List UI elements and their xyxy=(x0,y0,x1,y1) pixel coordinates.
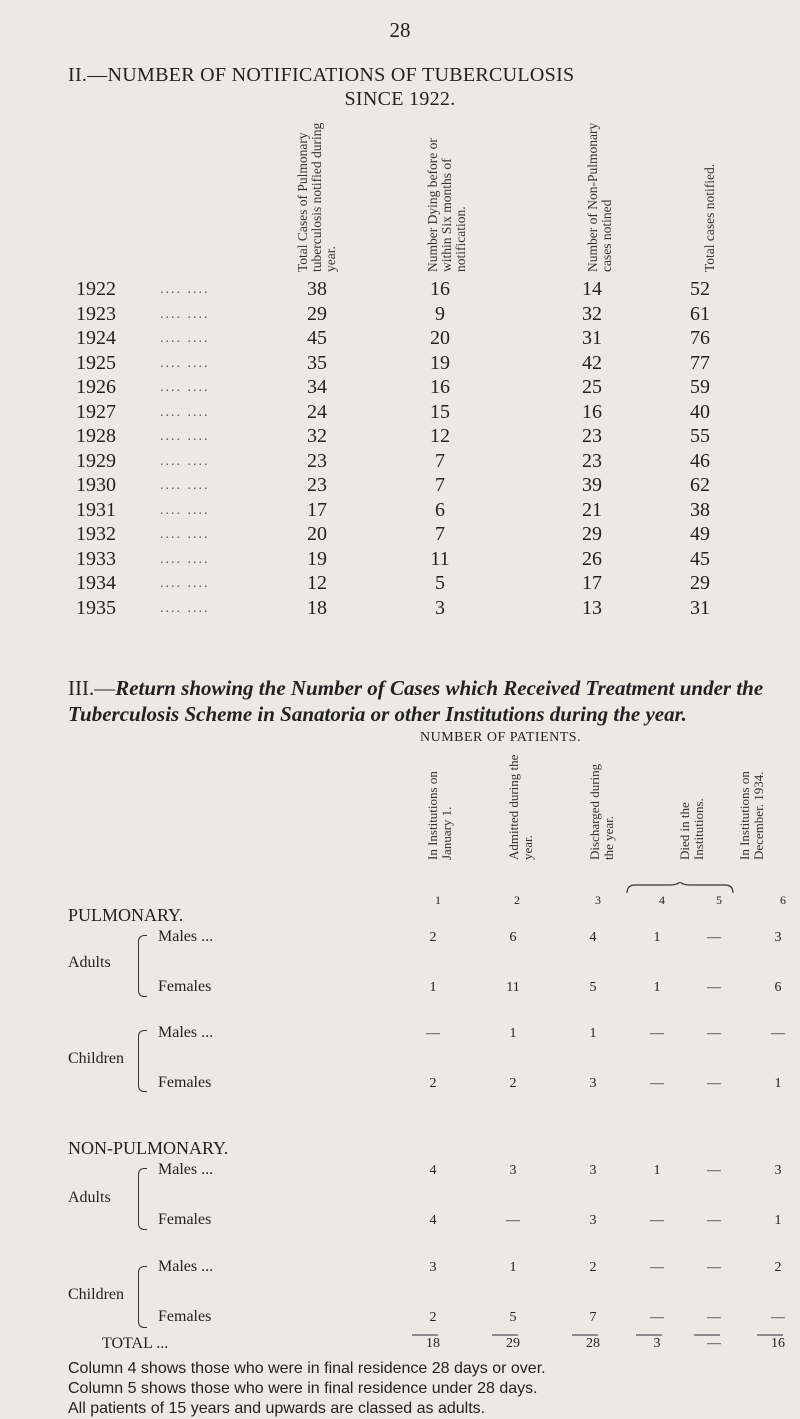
value-cell: — xyxy=(771,1310,785,1325)
value-cell: 31 xyxy=(690,596,710,619)
value-cell: 12 xyxy=(307,572,327,594)
section-pulmonary: PULMONARY. xyxy=(68,905,184,925)
value-cell: 29 xyxy=(582,523,602,545)
value-cell: 16 xyxy=(430,376,450,398)
value-cell: 26 xyxy=(582,547,602,570)
leader-dots: .... .... xyxy=(160,600,210,616)
row-label: Females xyxy=(158,978,212,995)
table2-header-total: Total cases notified. xyxy=(702,163,717,272)
leader-dots: .... .... xyxy=(160,306,210,322)
row-label: Males ... xyxy=(158,928,214,945)
value-cell: 32 xyxy=(307,425,327,447)
total-label: TOTAL ... xyxy=(102,1335,169,1352)
table3-header-died: Died in the Institutions. xyxy=(677,798,706,860)
value-cell: 39 xyxy=(582,474,602,496)
value-cell: 55 xyxy=(690,425,710,447)
value-cell: 32 xyxy=(582,302,602,325)
value-cell: — xyxy=(707,1076,721,1091)
value-cell: 2 xyxy=(429,1076,437,1091)
value-cell: 3 xyxy=(435,596,445,619)
leader-dots: .... .... xyxy=(160,282,210,297)
table2-row xyxy=(0,352,800,374)
table2-header-dying: Number Dying before or within Six months of notification. xyxy=(425,138,468,272)
col-number-4: 4 xyxy=(659,893,665,907)
table2-header-pulmonary: Total Cases of Pulmonary tuberculosis notified during year. xyxy=(295,122,338,272)
note-adults: All patients of 15 years and upwards are classed as adults. xyxy=(68,1400,486,1417)
table2-row xyxy=(0,450,800,472)
value-cell: 23 xyxy=(307,474,327,496)
value-cell: 6 xyxy=(509,930,517,945)
value-cell: 24 xyxy=(307,400,327,423)
value-cell: 3 xyxy=(429,1260,437,1275)
year-cell: 1927 xyxy=(76,400,116,423)
value-cell: 20 xyxy=(430,327,450,349)
table2-row xyxy=(0,548,800,570)
table3-header-discharged: Discharged during the year. xyxy=(587,763,616,860)
value-cell: 18 xyxy=(307,596,327,619)
year-cell: 1924 xyxy=(76,327,116,349)
value-cell: 31 xyxy=(582,327,602,349)
value-cell: 3 xyxy=(589,1076,597,1091)
value-cell: 52 xyxy=(690,278,710,300)
value-cell: 29 xyxy=(690,572,710,594)
value-cell: — xyxy=(707,930,721,945)
value-cell: — xyxy=(650,1260,664,1275)
value-cell: 6 xyxy=(774,980,782,995)
leader-dots: .... .... xyxy=(160,551,210,567)
row-label: Females xyxy=(158,1074,212,1091)
table2-row xyxy=(0,401,800,423)
year-cell: 1930 xyxy=(76,474,116,496)
value-cell: 16 xyxy=(430,278,450,300)
value-cell: 62 xyxy=(690,474,710,496)
value-cell: 4 xyxy=(429,1213,437,1228)
leader-dots: .... .... xyxy=(160,502,210,518)
table2-row xyxy=(0,523,800,545)
col-number-5: 5 xyxy=(716,893,722,907)
value-cell: 3 xyxy=(774,1163,782,1178)
year-cell: 1923 xyxy=(76,302,116,325)
table2-row xyxy=(0,278,800,300)
table2-row xyxy=(0,327,800,349)
year-cell: 1922 xyxy=(76,278,116,300)
note-column-5: Column 5 shows those who were in final residence under 28 days. xyxy=(68,1380,538,1397)
value-cell: 21 xyxy=(582,498,602,521)
value-cell: — xyxy=(650,1213,664,1228)
leader-dots: .... .... xyxy=(160,478,210,493)
value-cell: 1 xyxy=(774,1076,782,1091)
row-label: Females xyxy=(158,1211,212,1228)
year-cell: 1934 xyxy=(76,572,116,594)
table3-group-header: NUMBER OF PATIENTS. xyxy=(420,730,582,745)
total-cell: 18 xyxy=(426,1336,440,1351)
value-cell: 25 xyxy=(582,376,602,398)
total-cell: 29 xyxy=(506,1336,520,1351)
value-cell: 5 xyxy=(435,572,445,594)
table2-row xyxy=(0,376,800,398)
year-cell: 1926 xyxy=(76,376,116,398)
value-cell: 15 xyxy=(430,400,450,423)
value-cell: 7 xyxy=(435,449,445,472)
value-cell: 1 xyxy=(509,1026,517,1041)
value-cell: 1 xyxy=(589,1026,597,1041)
label-adults: Adults xyxy=(68,1189,111,1206)
value-cell: 59 xyxy=(690,376,710,398)
label-adults: Adults xyxy=(68,954,111,971)
value-cell: 2 xyxy=(429,930,437,945)
total-cell: 16 xyxy=(771,1336,785,1351)
row-label: Females xyxy=(158,1308,212,1325)
value-cell: 1 xyxy=(509,1260,517,1275)
table2-row xyxy=(0,303,800,325)
row-label: Males ... xyxy=(158,1024,214,1041)
value-cell: 46 xyxy=(690,449,710,472)
table2-row xyxy=(0,425,800,447)
label-children: Children xyxy=(68,1050,124,1067)
value-cell: 19 xyxy=(307,547,327,570)
brace xyxy=(138,1168,147,1230)
value-cell: — xyxy=(707,1310,721,1325)
value-cell: 7 xyxy=(435,523,445,545)
value-cell: 23 xyxy=(582,449,602,472)
year-cell: 1928 xyxy=(76,425,116,447)
total-cell: 28 xyxy=(586,1336,600,1351)
value-cell: — xyxy=(707,980,721,995)
value-cell: 5 xyxy=(589,980,597,995)
value-cell: 61 xyxy=(690,302,710,325)
col-number-1: 1 xyxy=(435,893,441,907)
value-cell: 17 xyxy=(307,498,327,521)
value-cell: 1 xyxy=(653,1163,661,1178)
row-label: Males ... xyxy=(158,1258,214,1275)
value-cell: 40 xyxy=(690,400,710,423)
page-number: 28 xyxy=(389,18,411,42)
row-label: Males ... xyxy=(158,1161,214,1178)
total-cell: 3 xyxy=(653,1336,661,1351)
value-cell: 23 xyxy=(307,449,327,472)
value-cell: 1 xyxy=(653,930,661,945)
table3-title: III.—Return showing the Number of Cases which Received Treatment under the Tuberculosis Scheme in Sanatoria or other Institutions during the year. xyxy=(68,676,764,726)
value-cell: — xyxy=(707,1163,721,1178)
value-cell: 29 xyxy=(307,302,327,325)
value-cell: — xyxy=(506,1213,520,1228)
value-cell: 7 xyxy=(589,1310,597,1325)
value-cell: 3 xyxy=(589,1213,597,1228)
leader-dots: .... .... xyxy=(160,331,210,346)
leader-dots: .... .... xyxy=(160,527,210,542)
value-cell: 13 xyxy=(582,596,602,619)
value-cell: 17 xyxy=(582,572,602,594)
value-cell: — xyxy=(650,1076,664,1091)
col-number-6: 6 xyxy=(780,893,786,907)
col-number-3: 3 xyxy=(595,893,601,907)
table2-title: II.—NUMBER OF NOTIFICATIONS OF TUBERCULOSIS xyxy=(68,64,575,86)
value-cell: 2 xyxy=(589,1260,597,1275)
value-cell: 2 xyxy=(774,1260,782,1275)
year-cell: 1931 xyxy=(76,498,116,521)
value-cell: — xyxy=(707,1026,721,1041)
table2-subtitle: SINCE 1922. xyxy=(344,88,456,110)
note-column-4: Column 4 shows those who were in final residence 28 days or over. xyxy=(68,1360,546,1377)
value-cell: 4 xyxy=(429,1163,437,1178)
value-cell: 35 xyxy=(307,351,327,374)
value-cell: — xyxy=(707,1260,721,1275)
value-cell: 4 xyxy=(589,930,597,945)
value-cell: 9 xyxy=(435,302,445,325)
section-nonpulmonary: NON-PULMONARY. xyxy=(68,1138,229,1158)
year-cell: 1925 xyxy=(76,351,116,374)
value-cell: 7 xyxy=(435,474,445,496)
value-cell: 42 xyxy=(582,351,602,374)
table2-row xyxy=(0,499,800,521)
brace xyxy=(138,1030,147,1092)
table2-header-nonpulmonary: Number of Non-Pulmonary cases notined xyxy=(585,122,614,272)
value-cell: 34 xyxy=(307,376,327,398)
year-cell: 1929 xyxy=(76,449,116,472)
value-cell: 1 xyxy=(774,1213,782,1228)
value-cell: 2 xyxy=(509,1076,517,1091)
table3-header-jan: In Institutions on January 1. xyxy=(425,771,454,860)
value-cell: 1 xyxy=(429,980,437,995)
year-cell: 1932 xyxy=(76,523,116,545)
value-cell: 3 xyxy=(509,1163,517,1178)
brace xyxy=(138,935,147,997)
value-cell: 19 xyxy=(430,351,450,374)
col-number-2: 2 xyxy=(514,893,520,907)
value-cell: 11 xyxy=(430,547,450,570)
value-cell: 38 xyxy=(307,278,327,300)
value-cell: 3 xyxy=(774,930,782,945)
value-cell: 5 xyxy=(509,1310,517,1325)
table2-row xyxy=(0,474,800,496)
value-cell: 45 xyxy=(690,547,710,570)
leader-dots: .... .... xyxy=(160,429,210,444)
value-cell: 45 xyxy=(307,327,327,349)
value-cell: 23 xyxy=(582,425,602,447)
value-cell: 16 xyxy=(582,400,602,423)
value-cell: 76 xyxy=(690,327,710,349)
value-cell: 12 xyxy=(430,425,450,447)
value-cell: 20 xyxy=(307,523,327,545)
brace xyxy=(138,1266,147,1328)
value-cell: — xyxy=(426,1026,440,1041)
value-cell: — xyxy=(771,1026,785,1041)
value-cell: 11 xyxy=(506,980,520,995)
value-cell: — xyxy=(707,1213,721,1228)
value-cell: 77 xyxy=(690,351,710,374)
leader-dots: .... .... xyxy=(160,380,210,395)
value-cell: 14 xyxy=(582,278,602,300)
leader-dots: .... .... xyxy=(160,355,210,371)
table3-header-admitted: Admitted during the year. xyxy=(506,754,535,860)
table2-row xyxy=(0,597,800,619)
table2-row xyxy=(0,572,800,594)
leader-dots: .... .... xyxy=(160,576,210,591)
value-cell: 6 xyxy=(435,498,445,521)
year-cell: 1933 xyxy=(76,547,116,570)
value-cell: — xyxy=(650,1026,664,1041)
value-cell: 1 xyxy=(653,980,661,995)
leader-dots: .... .... xyxy=(160,453,210,469)
leader-dots: .... .... xyxy=(160,404,210,420)
value-cell: — xyxy=(650,1310,664,1325)
value-cell: 3 xyxy=(589,1163,597,1178)
value-cell: 38 xyxy=(690,498,710,521)
value-cell: 2 xyxy=(429,1310,437,1325)
value-cell: 49 xyxy=(690,523,710,545)
label-children: Children xyxy=(68,1286,124,1303)
total-cell: — xyxy=(707,1336,721,1351)
year-cell: 1935 xyxy=(76,596,116,619)
table3-header-december: In Institutions on December. 1934. xyxy=(737,771,766,860)
